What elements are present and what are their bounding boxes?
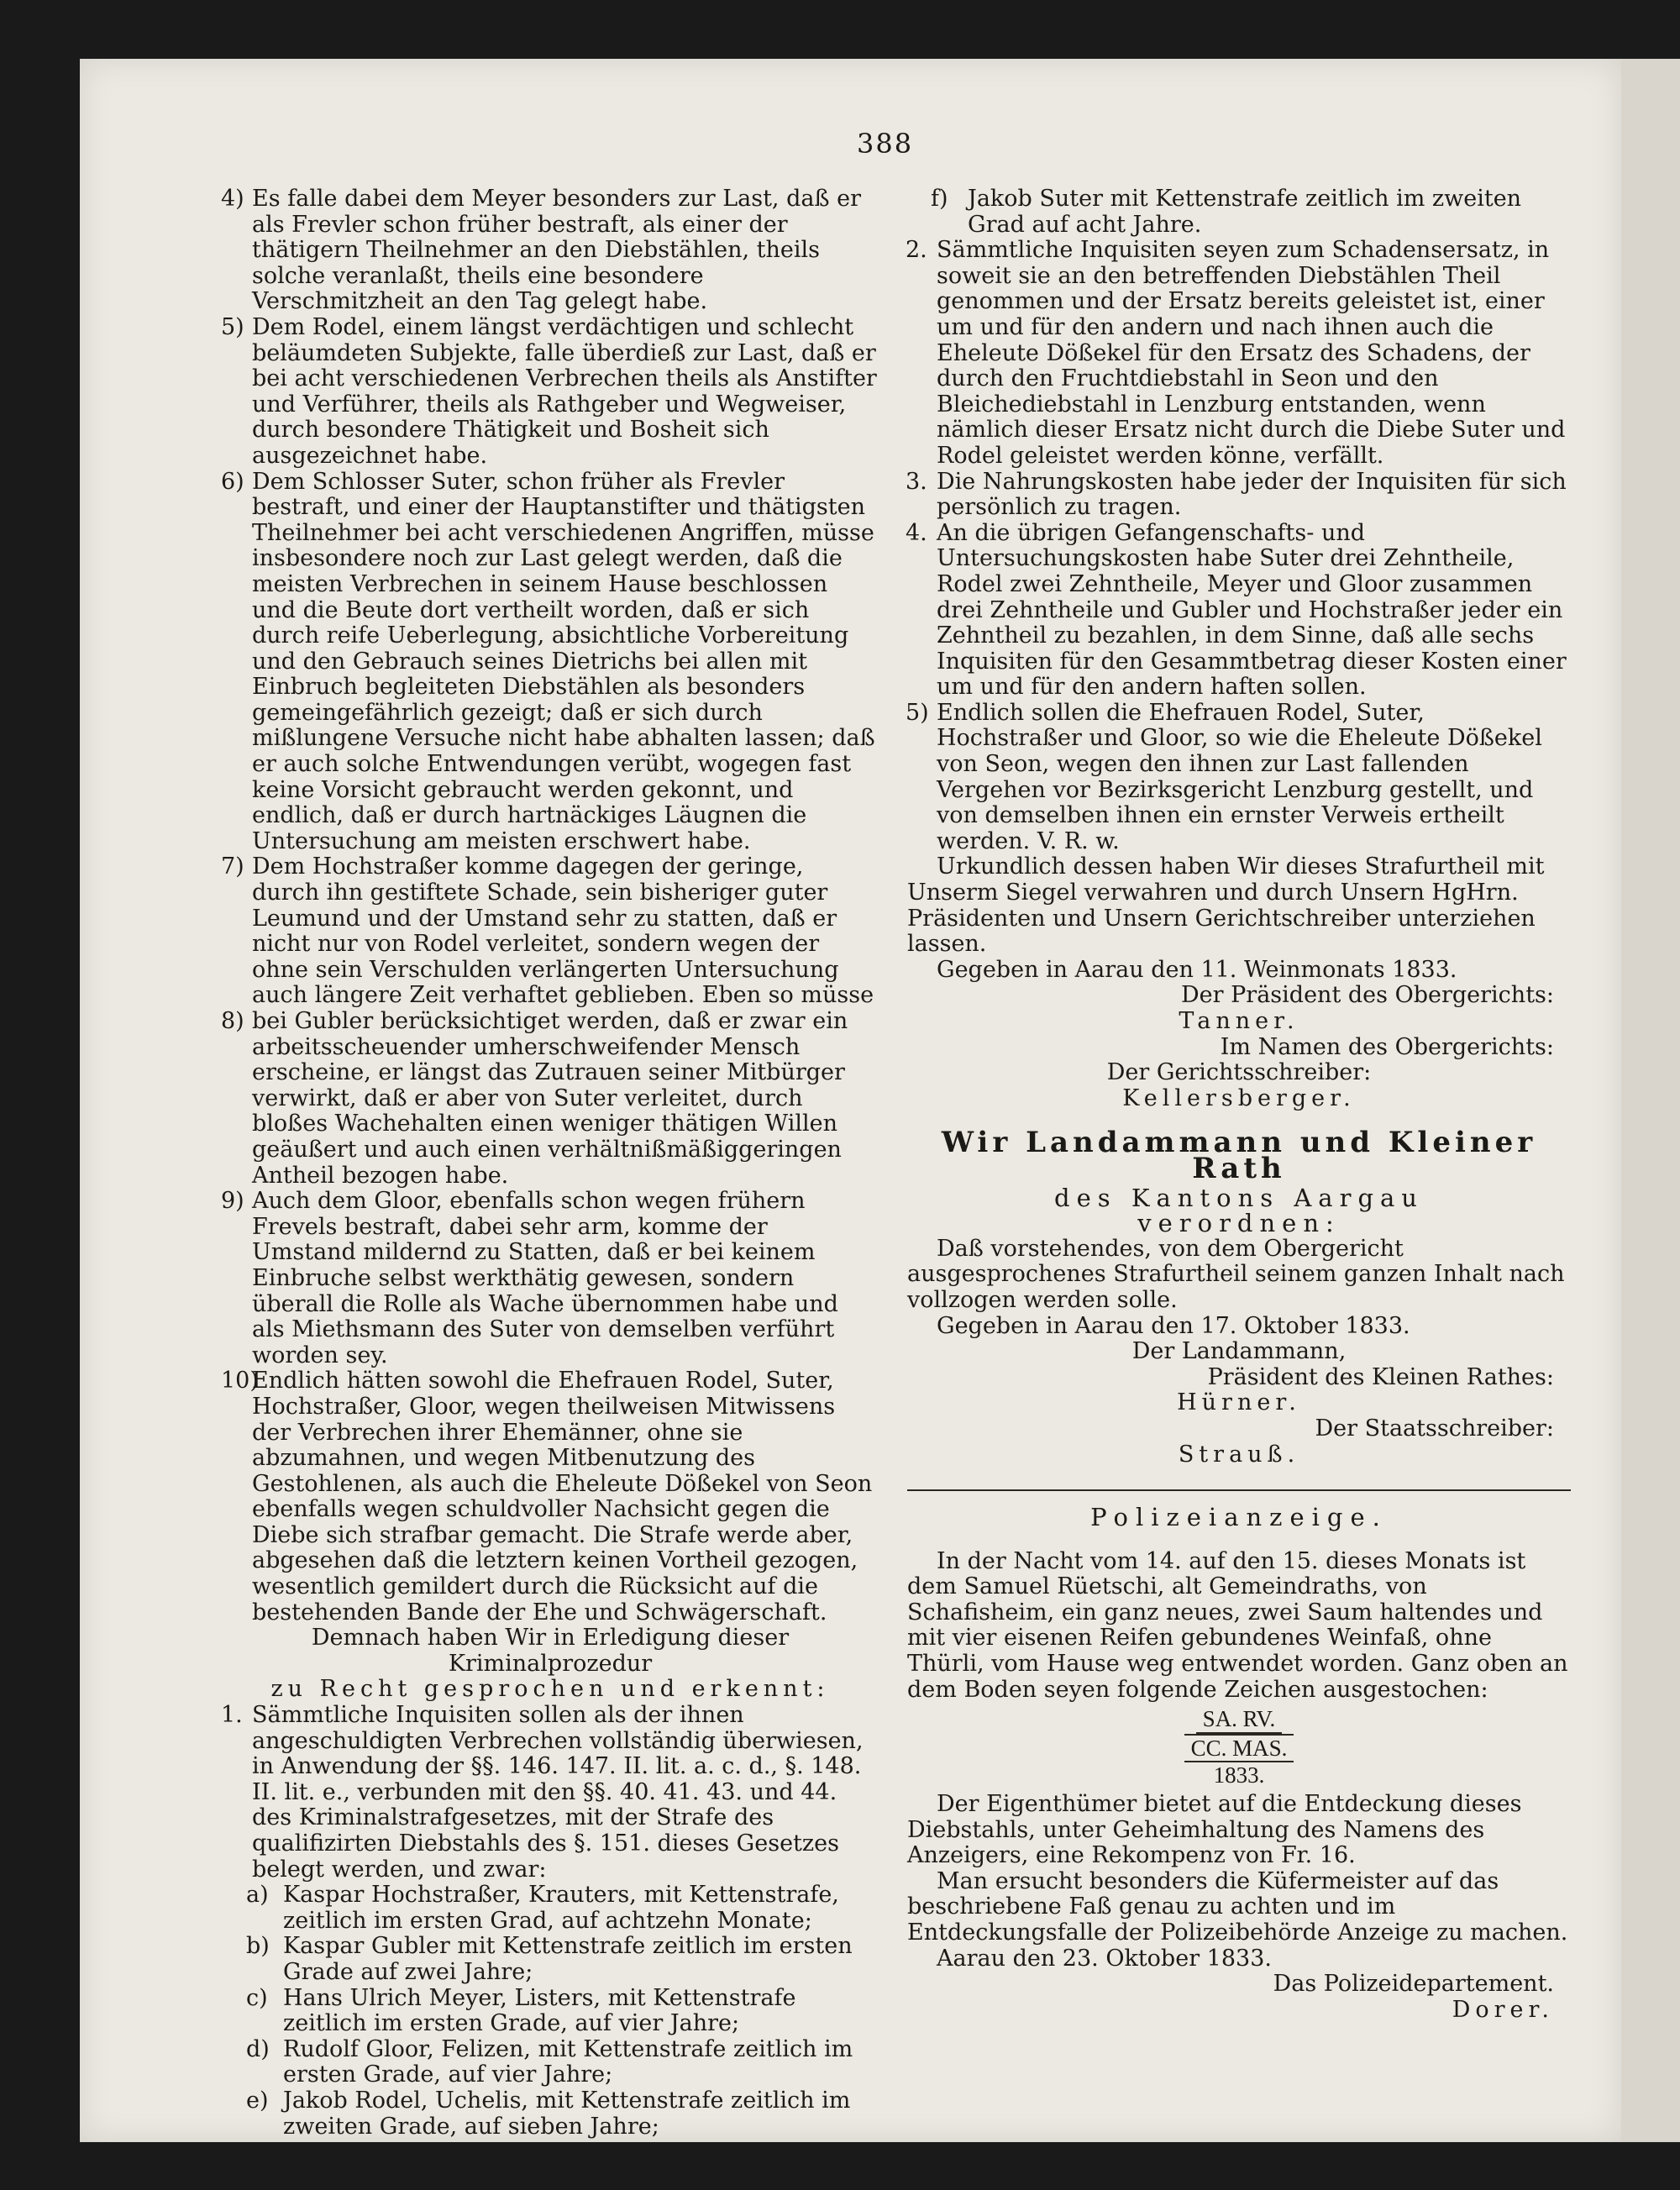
list-item [223,186,878,315]
verordnung-paragraph: Daß vorstehendes, von dem Obergericht ausgesprochenes Strafurtheil seinem ganzen Inhalt nach vollzogen werden solle. [907,1235,1565,1313]
sub-item-text: Jakob Suter mit Kettenstrafe zeitlich im zweiten Grad auf acht Jahre. [968,186,1522,238]
section-verb: verordnen: [1137,1209,1341,1238]
police-notice-text: Man ersucht besonders die Küfermeister auf das beschriebene Faß genau zu achten und im Entdeckungsfalle der Polizeibehörde Anzeige zu machen. [907,1867,1568,1946]
sub-item [223,2088,878,2140]
item-number: 9) [221,1188,244,1215]
sub-item-letter: d) [246,2035,270,2062]
sub-item-text: Rudolf Gloor, Felizen, mit Kettenstrafe zeitlich im ersten Grade, auf vier Jahre; [283,2035,853,2088]
barrel-mark: 1833. [1213,1762,1265,1788]
item-text: Endlich sollen die Ehefrauen Rodel, Suter, Hochstraßer und Gloor, so wie die Eheleute Dößekel von Seon, wegen den ihnen zur Last fallenden Vergehen vor Bezirksgericht Lenzburg gestellt, und von demselben ihnen ein ernster Verweis ertheilt werden. V. R. w. [937,699,1542,854]
list-item [223,470,878,855]
list-item [223,1189,878,1368]
list-item [223,1368,878,1625]
verdict-item [907,701,1571,855]
sub-item-text: Hans Ulrich Meyer, Listers, mit Kettenstrafe zeitlich im ersten Grade, auf vier Jahre; [283,1984,796,2037]
item-number: 7) [221,853,244,880]
item-number: 5) [221,313,244,340]
police-notice-text: Der Eigenthümer bietet auf die Entdeckung dieses Diebstahls, unter Geheimhaltung des Namens des Anzeigers, eine Rekompenz von Fr. 16. [907,1791,1522,1869]
police-notice-title: Polizeianzeige. [1090,1503,1388,1532]
item-text: Es falle dabei dem Meyer besonders zur Last, daß er als Frevler schon früher bestraft, als einer der thätigern Theilnehmer an den Diebstählen, theils solche veranlaßt, theils eine besondere Verschmitzheit an den Tag gelegt habe. [252,186,861,315]
signature-name: Strauß. [1178,1441,1300,1468]
item-text: Endlich hätten sowohl die Ehefrauen Rodel, Suter, Hochstraßer, Gloor, wegen theilweisen Mitwissens der Verbrechen ihrer Ehemänner, ohne sie abzumahnen, und wegen Mitbenutzung des Gestohlenen, als auch die Eheleute Dößekel von Seon ebenfalls wegen schuldvoller Nachsicht gegen die Diebe sich strafbar gemacht. Die Strafe werde aber, abgesehen daß die letztern keinen Vortheil gezogen, wesentlich gemildert durch die Rücksicht auf die bestehenden Bande der Ehe und Schwägerschaft. [252,1368,873,1625]
sub-item-letter: c) [246,1984,268,2011]
verdict-item [907,521,1571,701]
item-number: 3. [906,468,927,495]
list-item [223,854,878,1009]
signature-title: Der Landammann, [1131,1338,1347,1365]
sub-item-text: Jakob Rodel, Uchelis, mit Kettenstrafe zeitlich im zweiten Grade, auf sieben Jahre; [283,2087,851,2140]
verdict-item [907,470,1571,521]
date-line: Gegeben in Aarau den 11. Weinmonats 1833. [937,956,1457,983]
adjacent-page-edge [1621,59,1680,2142]
item-number: 10) [221,1368,259,1394]
item-text: Sämmtliche Inquisiten sollen als der ihnen angeschuldigten Verbrechen vollständig überwiesen, in Anwendung der §§. 146. 147. II. lit. a. c. d., §. 148. II. lit. e., verbunden mit den §§. 40. 41. 43. und 44. des Kriminalstrafgesetzes, mit der Strafe des qualifizirten Diebstahls des §. 151. dieses Gesetzes belegt werden, und zwar: [252,1702,864,1883]
sub-item [907,186,1571,238]
item-text: bei Gubler berücksichtiget werden, daß er zwar ein arbeitsscheuender umherschweifender Mensch erscheine, er längst das Zutrauen seiner Mitbürger verwirkt, daß er aber von Suter verleitet, durch bloßes Wachehalten einen weniger thätigen Willen geäußert und auch einen verhältnißmäßiggeringen Antheil bezogen habe. [252,1008,848,1189]
item-number: 5) [906,699,929,726]
verdict-item [223,1703,878,1883]
sub-item [223,2037,878,2088]
barrel-marks [907,1706,1571,1788]
item-text: An die übrigen Gefangenschafts- und Untersuchungskosten habe Suter drei Zehntheile, Rodel zwei Zehntheile, Meyer und Gloor zusammen drei Zehntheile und Gubler und Hochstraßer jeder ein Zehntheil zu bezahlen, in dem Sinne, daß alle sechs Inquisiten für den Gesammtbetrag dieser Kosten einer um und für den andern haften sollen. [937,519,1567,701]
signature-name: Hürner. [1177,1389,1301,1416]
signature-title: Der Präsident des Obergerichts: [1181,982,1554,1009]
right-column [907,186,1571,2023]
item-text: Dem Rodel, einem längst verdächtigen und schlecht beläumdeten Subjekte, falle überdieß zur Last, daß er bei acht verschiedenen Verbrechen theils als Anstifter und Verführer, theils als Rathgeber und Wegweiser, durch besondere Thätigkeit und Bosheit sich ausgezeichnet habe. [252,313,877,469]
item-number: 1. [221,1702,243,1729]
signature-title: Im Namen des Obergerichts: [1220,1033,1554,1060]
left-column [223,186,878,2140]
sub-item-letter: f) [931,186,948,212]
signature-title: Präsident des Kleinen Rathes: [1207,1363,1554,1390]
item-number: 8) [221,1008,244,1034]
police-notice-text: In der Nacht vom 14. auf den 15. dieses Monats ist dem Samuel Rüetschi, alt Gemeindraths, von Schafisheim, ein ganz neues, zwei Saum haltendes und mit vier eisenen Reifen gebundenes Weinfaß, ohne Thürli, vom Hause weg entwendet worden. Ganz oben an dem Boden seyen folgende Zeichen ausgestochen: [907,1547,1568,1703]
sub-item [223,1986,878,2037]
section-subheading: des Kantons Aargau [1054,1183,1424,1212]
signature-name: Tanner. [1179,1008,1299,1034]
signature-name: Kellersberger. [1122,1084,1356,1111]
section-divider [907,1489,1571,1491]
signature-title: Der Gerichtsschreiber: [1106,1059,1372,1086]
item-number: 4) [221,186,244,212]
signature-title: Der Staatsschreiber: [1315,1415,1554,1442]
item-number: 4. [906,519,927,546]
sub-item-text: Kaspar Hochstraßer, Krauters, mit Kettenstrafe, zeitlich im ersten Grad, auf achtzehn Monate; [283,1882,839,1934]
urkundlich-paragraph: Urkundlich dessen haben Wir dieses Strafurtheil mit Unserm Siegel verwahren und durch Unsern HgHrn. Präsidenten und Unsern Gerichtschreiber unterziehen lassen. [907,853,1545,958]
section-heading: Wir Landammann und Kleiner Rath [941,1126,1537,1185]
barrel-mark: SA. RV. [1196,1706,1283,1734]
signature-name: Dorer. [1452,1996,1554,2023]
item-text: Dem Hochstraßer komme dagegen der geringe, durch ihn gestiftete Schade, sein bisheriger guter Leumund und der Umstand sehr zu statten, daß er nicht nur von Rodel verleitet, sondern wegen der ohne sein Verschulden verlängerten Untersuchung auch längere Zeit verhaftet geblieben. Eben so müsse [252,853,874,1009]
demnach-line: Demnach haben Wir in Erledigung dieser Kriminalprozedur [311,1625,790,1677]
sub-item-letter: b) [246,1933,270,1960]
list-item [223,315,878,470]
verdict-heading: zu Recht gesprochen und erkennt: [270,1676,830,1703]
signature-title: Das Polizeidepartement. [1273,1971,1554,1998]
item-text: Auch dem Gloor, ebenfalls schon wegen frühern Frevels bestraft, dabei sehr arm, komme der Umstand mildernd zu Statten, daß er bei keinem Einbruche selbst werkthätig gewesen, sondern überall die Rolle als Wache übernommen habe und als Miethsmann des Suter von demselben verführt worden sey. [252,1188,838,1368]
item-text: Sämmtliche Inquisiten seyen zum Schadensersatz, in soweit sie an den betreffenden Diebstählen Theil genommen und der Ersatz bereits geleistet ist, einer um und für den andern und nach ihnen auch die Eheleute Dößekel für den Ersatz des Schadens, der durch den Fruchtdiebstahl in Seon und den Bleichediebstahl in Lenzburg entstanden, wenn nämlich dieser Ersatz nicht durch die Diebe Suter und Rodel geleistet werden könne, verfällt. [937,237,1566,469]
item-number: 2. [906,237,927,264]
barrel-mark: CC. MAS. [1184,1734,1294,1763]
item-text: Dem Schlosser Suter, schon früher als Frevler bestraft, und einer der Hauptanstifter und thätigsten Theilnehmer bei acht verschiedenen Angriffen, müsse insbesondere noch zur Last gelegt werden, daß die meisten Verbrechen in seinem Hause beschlossen und die Beute dort vertheilt worden, daß er sich durch reife Ueberlegung, absichtliche Vorbereitung und den Gebrauch seines Dietrichs bei allen mit Einbruch begleiteten Diebstählen als besonders gemeingefährlich gezeigt; daß er sich durch mißlungene Versuche nicht habe abhalten lassen; daß er auch solche Entwendungen verübt, wogegen fast keine Vorsicht gebraucht werden gekonnt, und endlich, daß er durch hartnäckiges Läugnen die Untersuchung am meisten erschwert habe. [252,468,875,854]
sub-item [223,1934,878,1985]
sub-item-text: Kaspar Gubler mit Kettenstrafe zeitlich im ersten Grade auf zwei Jahre; [283,1933,853,1985]
sub-item-letter: e) [246,2087,269,2114]
sub-item-letter: a) [246,1882,269,1909]
list-item [223,1009,878,1189]
verdict-item [907,238,1571,469]
item-text: Die Nahrungskosten habe jeder der Inquisiten für sich persönlich zu tragen. [937,468,1567,521]
date-line: Gegeben in Aarau den 17. Oktober 1833. [937,1312,1410,1339]
date-line: Aarau den 23. Oktober 1833. [937,1945,1272,1972]
sub-item [223,1883,878,1934]
page-number: 388 [857,128,914,160]
item-number: 6) [221,468,244,495]
